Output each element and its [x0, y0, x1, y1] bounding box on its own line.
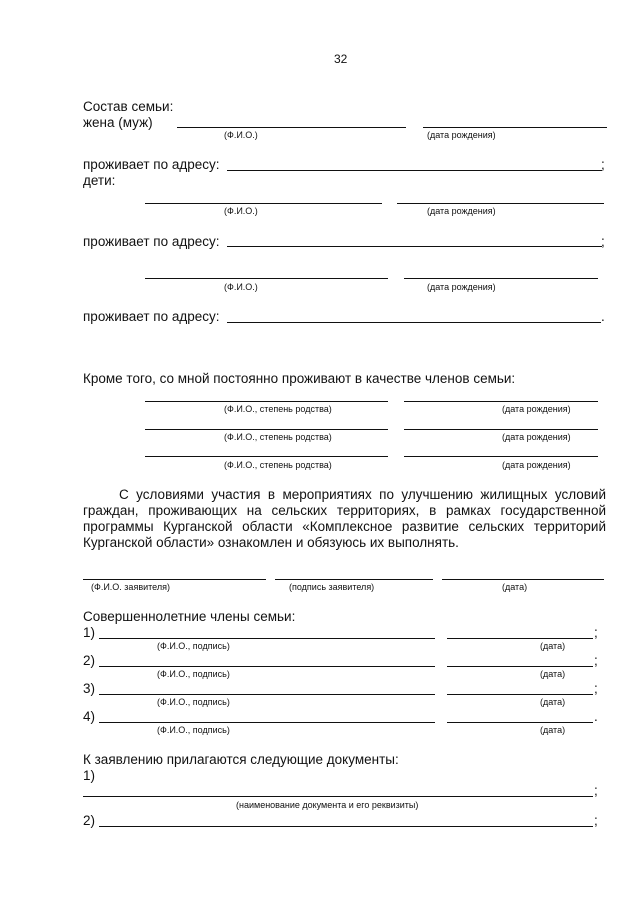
adult2-date-line[interactable] — [447, 666, 593, 667]
document1-line[interactable] — [83, 796, 593, 797]
document2-end: ; — [594, 813, 598, 828]
adult2-fio-line[interactable] — [99, 666, 435, 667]
address-end-1: ; — [601, 157, 605, 172]
spouse-birth-line[interactable] — [423, 127, 607, 128]
adult4-date-caption: (дата) — [540, 725, 566, 735]
child1-fio-caption: (Ф.И.О.) — [224, 206, 258, 216]
other3-fio-caption: (Ф.И.О., степень родства) — [224, 460, 332, 470]
child2-birth-caption: (дата рождения) — [427, 282, 496, 292]
adult3-number: 3) — [83, 681, 96, 696]
adult1-fio-caption: (Ф.И.О., подпись) — [157, 641, 230, 651]
spouse-label: жена (муж) — [83, 115, 153, 130]
other1-fio-line[interactable] — [145, 401, 388, 402]
document2-number: 2) — [83, 813, 96, 828]
adult4-end: . — [594, 709, 598, 724]
adult4-fio-caption: (Ф.И.О., подпись) — [157, 725, 230, 735]
document2-line[interactable] — [99, 826, 593, 827]
adult2-number: 2) — [83, 653, 96, 668]
address-end-2: ; — [601, 234, 605, 249]
adult2-fio-caption: (Ф.И.О., подпись) — [157, 669, 230, 679]
spouse-fio-caption: (Ф.И.О.) — [224, 130, 258, 140]
document1-number: 1) — [83, 768, 96, 783]
address-end-3: . — [601, 309, 605, 324]
other2-birth-line[interactable] — [404, 429, 598, 430]
applicant-sign-line[interactable] — [275, 579, 433, 580]
child2-fio-line[interactable] — [145, 278, 388, 279]
adult3-fio-caption: (Ф.И.О., подпись) — [157, 697, 230, 707]
address-line-2[interactable] — [227, 246, 602, 247]
documents-heading: К заявлению прилагаются следующие документы: — [83, 752, 399, 767]
address-label-2: проживает по адресу: — [83, 234, 220, 249]
spouse-fio-line[interactable] — [177, 127, 406, 128]
child2-birth-line[interactable] — [404, 278, 598, 279]
adult2-date-caption: (дата) — [540, 669, 566, 679]
other3-fio-line[interactable] — [145, 456, 388, 457]
adult3-end: ; — [594, 681, 598, 696]
adult1-fio-line[interactable] — [99, 638, 435, 639]
adult1-number: 1) — [83, 625, 96, 640]
other2-fio-line[interactable] — [145, 429, 388, 430]
family-heading: Состав семьи: — [83, 99, 174, 114]
other3-birth-line[interactable] — [404, 456, 598, 457]
address-label-3: проживает по адресу: — [83, 309, 220, 324]
child1-birth-caption: (дата рождения) — [427, 206, 496, 216]
other1-birth-line[interactable] — [404, 401, 598, 402]
applicant-date-caption: (дата) — [502, 582, 528, 592]
applicant-fio-line[interactable] — [83, 579, 266, 580]
document1-end: ; — [594, 783, 598, 798]
adult4-date-line[interactable] — [447, 722, 593, 723]
adult4-fio-line[interactable] — [99, 722, 435, 723]
adult2-end: ; — [594, 653, 598, 668]
page-number: 32 — [334, 52, 348, 66]
address-line-1[interactable] — [227, 170, 602, 171]
child2-fio-caption: (Ф.И.О.) — [224, 282, 258, 292]
adult1-date-caption: (дата) — [540, 641, 566, 651]
address-line-3[interactable] — [227, 322, 601, 323]
adult3-date-line[interactable] — [447, 694, 593, 695]
adults-heading: Совершеннолетние члены семьи: — [83, 609, 296, 624]
adult3-fio-line[interactable] — [99, 694, 435, 695]
children-label: дети: — [83, 173, 116, 188]
other-members-intro: Кроме того, со мной постоянно проживают в качестве членов семьи: — [83, 371, 516, 386]
other1-fio-caption: (Ф.И.О., степень родства) — [224, 404, 332, 414]
applicant-date-line[interactable] — [442, 579, 604, 580]
other3-birth-caption: (дата рождения) — [502, 460, 571, 470]
adult3-date-caption: (дата) — [540, 697, 566, 707]
spouse-birth-caption: (дата рождения) — [427, 130, 496, 140]
other2-fio-caption: (Ф.И.О., степень родства) — [224, 432, 332, 442]
child1-fio-line[interactable] — [145, 203, 382, 204]
other2-birth-caption: (дата рождения) — [502, 432, 571, 442]
applicant-sign-caption: (подпись заявителя) — [289, 582, 375, 592]
address-label-1: проживает по адресу: — [83, 157, 220, 172]
applicant-fio-caption: (Ф.И.О. заявителя) — [91, 582, 170, 592]
child1-birth-line[interactable] — [397, 203, 604, 204]
adult1-end: ; — [594, 625, 598, 640]
document1-caption: (наименование документа и его реквизиты) — [236, 800, 419, 810]
other1-birth-caption: (дата рождения) — [502, 404, 571, 414]
agreement-text: С условиями участия в мероприятиях по улучшению жилищных условий граждан, проживающих на сельских территориях, в рамках государственной программы Курганской области «Комплексное развитие сельских территорий Курганской области» ознакомлен и обязуюсь их выполнять. — [83, 487, 606, 550]
adult1-date-line[interactable] — [447, 638, 593, 639]
adult4-number: 4) — [83, 709, 96, 724]
